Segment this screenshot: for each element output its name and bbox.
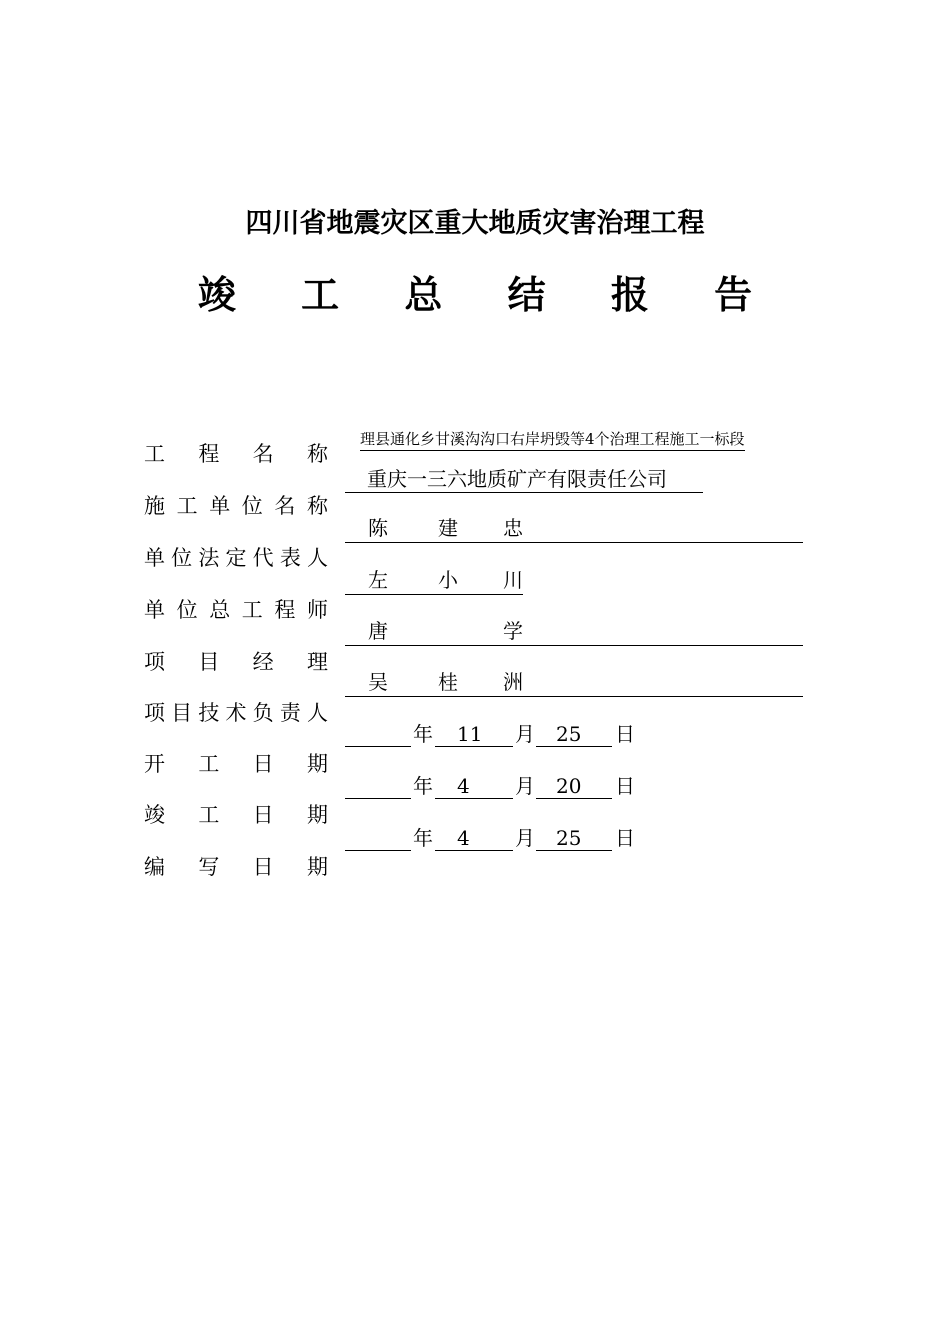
completion-day-blank	[536, 773, 612, 799]
chief-engineer-char: 小	[438, 568, 458, 592]
day-unit: 日	[615, 826, 635, 850]
label-completion-date: 竣工日期	[144, 803, 328, 827]
legal-rep-char: 陈	[368, 516, 388, 540]
unit-name-field	[345, 466, 703, 493]
label-project-manager: 项目经理	[144, 650, 328, 674]
legal-rep-char: 建	[438, 516, 458, 540]
legal-rep-field	[345, 515, 803, 543]
writing-year-blank	[345, 825, 411, 851]
start-month-blank	[435, 721, 513, 747]
start-day-value: 25	[556, 722, 582, 746]
chief-engineer-field	[345, 567, 523, 595]
label-project-name: 工程名称	[144, 442, 328, 466]
day-unit: 日	[615, 722, 635, 746]
writing-day-value: 25	[556, 826, 582, 850]
project-manager-char: 学	[503, 619, 523, 643]
tech-lead-char: 吴	[368, 670, 388, 694]
project-name-value: 理县通化乡甘溪沟沟口右岸坍毁等4个治理工程施工一标段	[360, 428, 745, 451]
writing-month-value: 4	[457, 826, 470, 850]
label-chief-engineer: 单位总工程师	[144, 598, 328, 622]
year-unit: 年	[413, 826, 433, 850]
label-start-date: 开工日期	[144, 752, 328, 776]
tech-lead-char: 洲	[503, 670, 523, 694]
start-day-blank	[536, 721, 612, 747]
document-title: 四川省地震灾区重大地质灾害治理工程	[245, 208, 705, 239]
project-manager-char: 唐	[368, 619, 388, 643]
writing-month-blank	[435, 825, 513, 851]
label-writing-date: 编写日期	[144, 855, 328, 879]
completion-month-blank	[435, 773, 513, 799]
tech-lead-field	[345, 669, 803, 697]
day-unit: 日	[615, 774, 635, 798]
month-unit: 月	[515, 774, 535, 798]
writing-day-blank	[536, 825, 612, 851]
label-unit-name: 施工单位名称	[144, 494, 328, 518]
year-unit: 年	[413, 722, 433, 746]
chief-engineer-char: 川	[503, 568, 523, 592]
label-legal-rep: 单位法定代表人	[144, 546, 328, 570]
month-unit: 月	[515, 826, 535, 850]
label-tech-lead: 项目技术负责人	[144, 701, 328, 725]
completion-year-blank	[345, 773, 411, 799]
completion-month-value: 4	[457, 774, 470, 798]
report-title: 竣 工 总 结 报 告	[197, 273, 779, 317]
year-unit: 年	[413, 774, 433, 798]
legal-rep-char: 忠	[503, 516, 523, 540]
completion-day-value: 20	[556, 774, 582, 798]
completion-date-row	[345, 773, 645, 799]
start-date-row	[345, 721, 645, 747]
month-unit: 月	[515, 722, 535, 746]
chief-engineer-char: 左	[368, 568, 388, 592]
unit-name-value: 重庆一三六地质矿产有限责任公司	[367, 467, 667, 491]
start-year-blank	[345, 721, 411, 747]
writing-date-row	[345, 825, 645, 851]
project-manager-field	[345, 618, 803, 646]
start-month-value: 11	[457, 722, 483, 746]
tech-lead-char: 桂	[438, 670, 458, 694]
